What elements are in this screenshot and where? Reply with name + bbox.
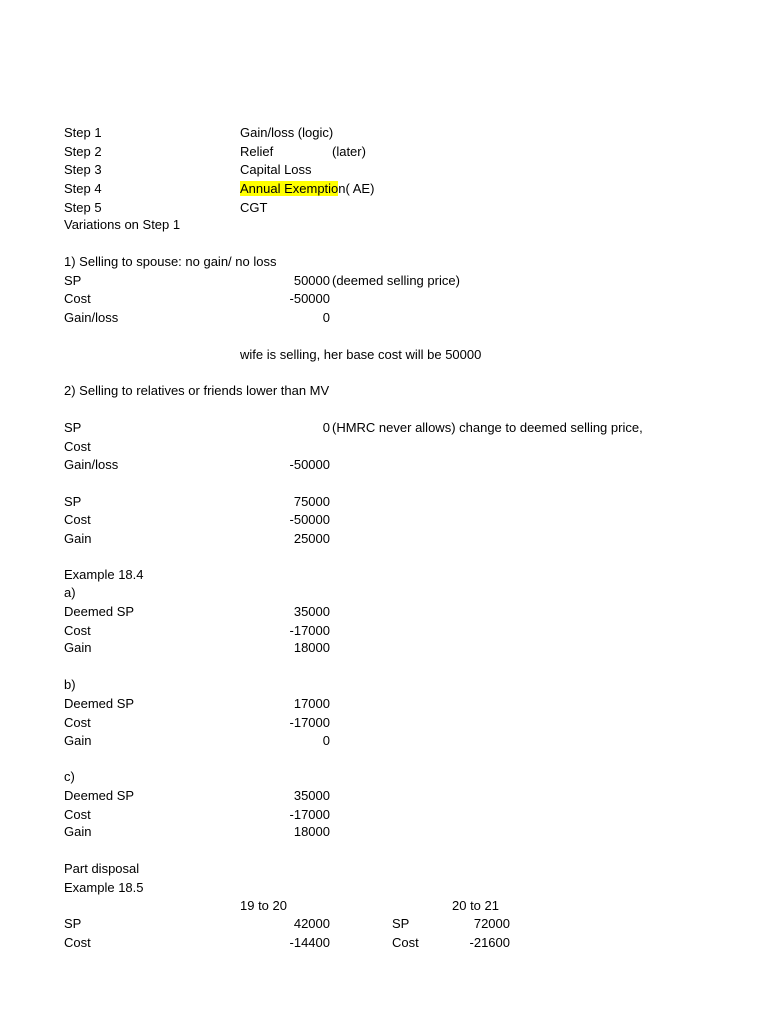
ex-row-value: -17000	[289, 715, 330, 730]
s2-row-value: 75000	[293, 494, 330, 509]
s2-row-value: 0	[322, 420, 330, 435]
s2-row-label: SP	[64, 420, 82, 435]
s1-row-label: Gain/loss	[64, 310, 119, 325]
s2-row-note: (HMRC never allows) change to deemed selling price,	[332, 420, 643, 435]
ex-row-label: Cost	[64, 715, 91, 730]
s2-row-label: Gain/loss	[64, 457, 119, 472]
pd-row-value-1: 42000	[293, 916, 330, 931]
s1-row-label: SP	[64, 273, 82, 288]
s1-comment: wife is selling, her base cost will be 50000	[240, 347, 482, 362]
step-3-desc: Capital Loss	[240, 162, 312, 177]
col1-header: 19 to 20	[240, 898, 287, 913]
s2-row-label: Gain	[64, 531, 92, 546]
ex-row-value: 17000	[293, 696, 330, 711]
part-disposal-title: Part disposal	[64, 861, 140, 876]
col2-header: 20 to 21	[452, 898, 499, 913]
s1-row-label: Cost	[64, 291, 91, 306]
part-c-label: c)	[64, 769, 75, 784]
section-1-title: 1) Selling to spouse: no gain/ no loss	[64, 254, 277, 269]
part-b-label: b)	[64, 677, 76, 692]
pd-row-value-1: -14400	[289, 935, 330, 950]
s1-row-value: 50000	[293, 273, 330, 288]
pd-row-value-2: 72000	[473, 916, 510, 931]
ex-row-label: Gain	[64, 733, 92, 748]
pd-row-label: Cost	[64, 935, 91, 950]
section-2-title: 2) Selling to relatives or friends lower than MV	[64, 383, 330, 398]
step-2-note: (later)	[332, 144, 366, 159]
pd-row-label-2: Cost	[392, 935, 419, 950]
step-4-desc	[240, 181, 374, 197]
example-18-5-title: Example 18.5	[64, 880, 144, 895]
step-5-label: Step 5	[64, 200, 102, 215]
s2-row-label: SP	[64, 494, 82, 509]
s2-row-value: -50000	[289, 457, 330, 472]
ex-row-label: Cost	[64, 807, 91, 822]
highlighted-text: Annual Exemptio	[240, 181, 339, 196]
s2-row-value: -50000	[289, 512, 330, 527]
ex-row-label: Deemed SP	[64, 696, 135, 711]
ex-row-value: 0	[322, 733, 330, 748]
pd-row-value-2: -21600	[469, 935, 510, 950]
ex-row-value: 18000	[293, 640, 330, 655]
pd-row-label-2: SP	[392, 916, 410, 931]
variations-title: Variations on Step 1	[64, 217, 181, 232]
step-2-desc: Relief	[240, 144, 274, 159]
example-18-4-title: Example 18.4	[64, 567, 144, 582]
ex-row-value: -17000	[289, 807, 330, 822]
step-2-label: Step 2	[64, 144, 102, 159]
ex-row-label: Cost	[64, 623, 91, 638]
step-4-label: Step 4	[64, 181, 102, 196]
part-a-label: a)	[64, 585, 76, 600]
ex-row-label: Deemed SP	[64, 604, 135, 619]
ex-row-label: Gain	[64, 824, 92, 839]
pd-row-label: SP	[64, 916, 82, 931]
s2-row-label: Cost	[64, 512, 91, 527]
step-4-desc-rest: n( AE)	[338, 181, 375, 196]
ex-row-label: Gain	[64, 640, 92, 655]
step-3-label: Step 3	[64, 162, 102, 177]
s2-row-value: 25000	[293, 531, 330, 546]
ex-row-value: 35000	[293, 604, 330, 619]
ex-row-value: 18000	[293, 824, 330, 839]
step-5-desc: CGT	[240, 200, 268, 215]
s1-row-value: 0	[322, 310, 330, 325]
step-1-label: Step 1	[64, 125, 102, 140]
ex-row-label: Deemed SP	[64, 788, 135, 803]
step-1-desc: Gain/loss (logic)	[240, 125, 334, 140]
ex-row-value: -17000	[289, 623, 330, 638]
s2-row-label: Cost	[64, 439, 91, 454]
s1-row-value: -50000	[289, 291, 330, 306]
ex-row-value: 35000	[293, 788, 330, 803]
s1-row-note: (deemed selling price)	[332, 273, 460, 288]
